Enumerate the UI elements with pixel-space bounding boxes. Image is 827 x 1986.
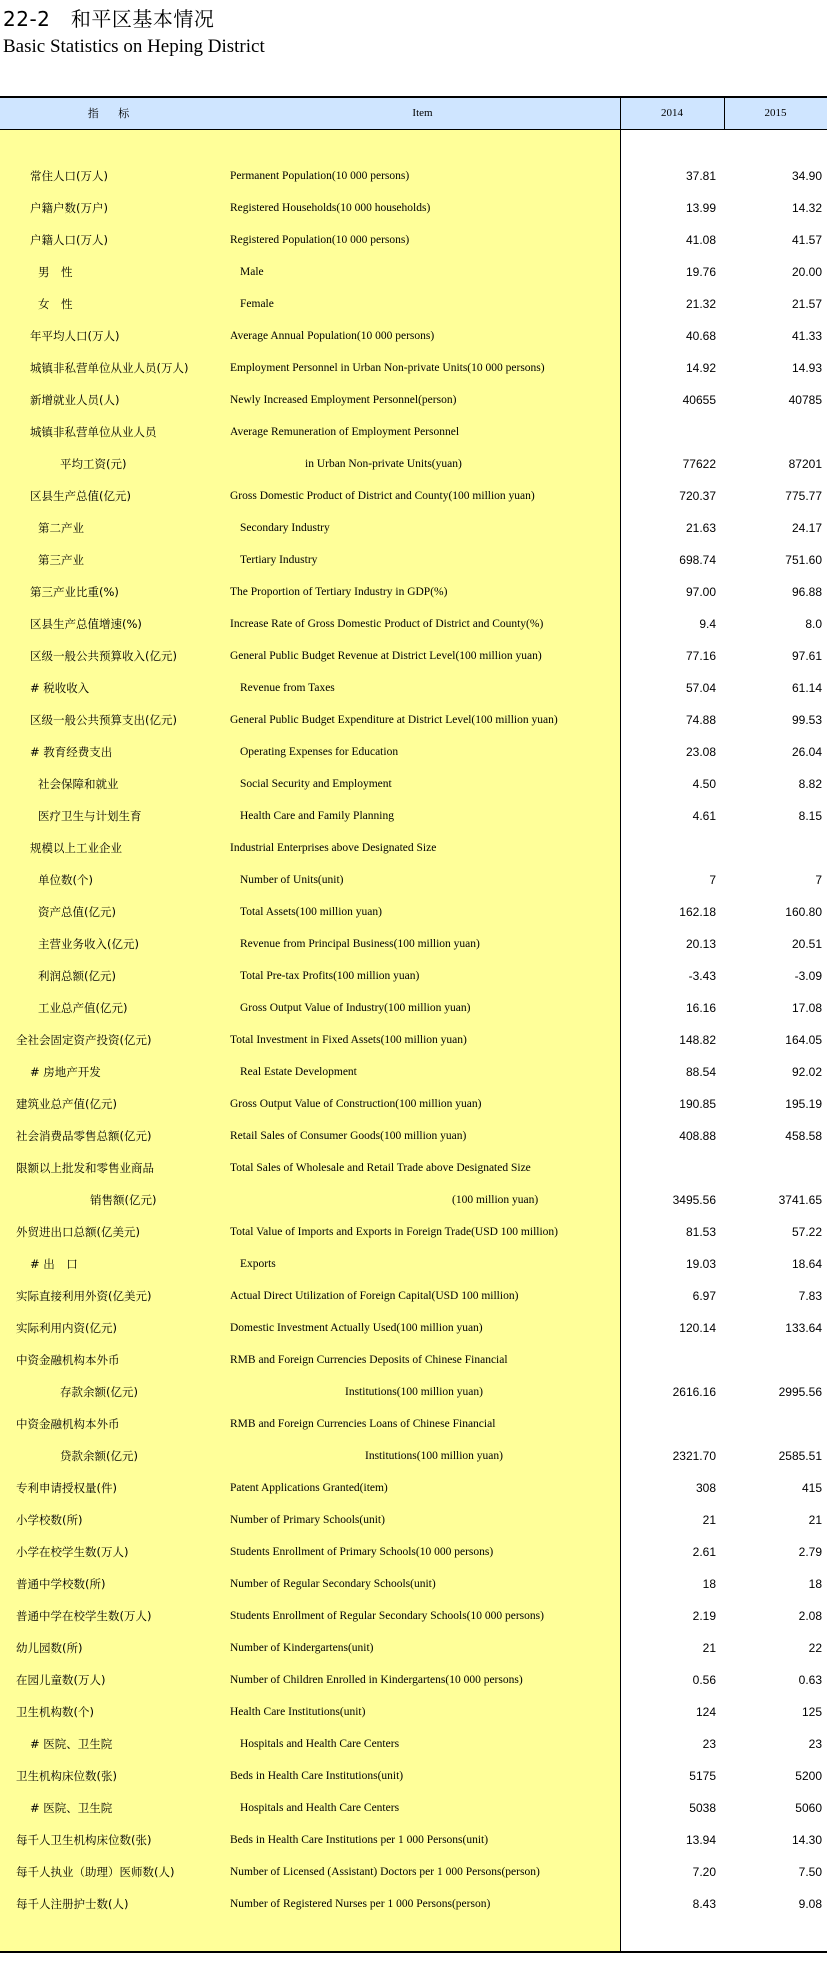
value-2015: 40785 [788, 393, 822, 407]
value-2014 [620, 1344, 716, 1376]
header-item: Item [412, 107, 433, 119]
value-2014: 308 [695, 1481, 716, 1495]
table-row [0, 1344, 827, 1376]
table-row [0, 768, 827, 800]
value-2014 [620, 832, 716, 864]
row-label-en: Number of Units(unit) [240, 874, 344, 886]
row-label-en: Hospitals and Health Care Centers [240, 1802, 400, 1814]
value-2014: 4.50 [692, 777, 716, 791]
value-2014: 16.16 [685, 1001, 716, 1015]
value-2015: 125 [801, 1705, 822, 1719]
table-row [0, 384, 827, 416]
row-label-en: Number of Children Enrolled in Kindergartens(10 000 persons) [230, 1674, 523, 1686]
value-2015: 751.60 [785, 553, 822, 567]
value-2014: 77.16 [685, 649, 716, 663]
row-label-cn: 区县生产总值(亿元) [30, 489, 131, 503]
value-2015: 9.08 [798, 1897, 822, 1911]
row-label-en: Operating Expenses for Education [240, 746, 399, 758]
value-2015: 5200 [795, 1769, 822, 1783]
row-label-en: Patent Applications Granted(item) [230, 1482, 388, 1494]
value-2015: 87201 [788, 457, 822, 471]
table-row [0, 1184, 827, 1216]
table-row [0, 896, 827, 928]
value-2015 [724, 832, 822, 864]
value-2015: 164.05 [785, 1033, 822, 1047]
value-2015: 2.79 [798, 1545, 822, 1559]
row-label-cn: 普通中学在校学生数(万人) [16, 1609, 152, 1623]
table-header [0, 96, 827, 130]
row-label-cn: 区级一般公共预算支出(亿元) [30, 713, 177, 727]
row-label-en: Registered Households(10 000 households) [230, 202, 431, 214]
value-2015: 17.08 [791, 1001, 822, 1015]
table-row [0, 224, 827, 256]
value-2015: 458.58 [785, 1129, 822, 1143]
table-row [0, 416, 827, 448]
row-label-cn: 贷款余额(亿元) [60, 1449, 138, 1463]
value-2014: 77622 [682, 457, 716, 471]
row-label-cn: 每千人注册护士数(人) [16, 1897, 129, 1911]
row-label-cn: 新增就业人员(人) [30, 393, 120, 407]
row-label-cn: 户籍户数(万户) [30, 201, 108, 215]
value-2015: 2995.56 [778, 1385, 822, 1399]
table-row [0, 736, 827, 768]
row-label-en: Actual Direct Utilization of Foreign Capital(USD 100 million) [230, 1290, 519, 1302]
row-label-en: Number of Registered Nurses per 1 000 Persons(person) [230, 1898, 491, 1910]
value-2015: 3741.65 [778, 1193, 822, 1207]
value-2015 [724, 1408, 822, 1440]
table-row [0, 800, 827, 832]
row-label-cn: 全社会固定资产投资(亿元) [16, 1033, 152, 1047]
row-label-cn: 资产总值(亿元) [38, 905, 116, 919]
row-label-cn: 城镇非私营单位从业人员(万人) [30, 361, 189, 375]
table-row [0, 992, 827, 1024]
value-2014: 408.88 [679, 1129, 716, 1143]
value-2015: 14.30 [791, 1833, 822, 1847]
value-2015: 92.02 [791, 1065, 822, 1079]
value-2015: 18.64 [791, 1257, 822, 1271]
value-2015: 8.15 [798, 809, 822, 823]
value-2015: 23 [808, 1737, 822, 1751]
table-row [0, 480, 827, 512]
value-2014: -3.43 [688, 969, 716, 983]
value-2015: 2585.51 [778, 1449, 822, 1463]
value-2015: 41.57 [791, 233, 822, 247]
row-label-cn: 工业总产值(亿元) [38, 1001, 128, 1015]
value-2014: 5175 [689, 1769, 716, 1783]
row-label-cn: 社会消费品零售总额(亿元) [16, 1129, 152, 1143]
table-row [0, 1856, 827, 1888]
header-year-2014: 2014 [661, 107, 683, 119]
table-row [0, 1504, 827, 1536]
row-label-en: Number of Primary Schools(unit) [230, 1514, 385, 1526]
row-label-en: Total Assets(100 million yuan) [240, 906, 382, 918]
row-label-cn: # 出 口 [30, 1257, 78, 1271]
value-2014 [620, 416, 716, 448]
row-label-cn: 销售额(亿元) [90, 1193, 157, 1207]
value-2014: 21.32 [685, 297, 716, 311]
row-label-en: Domestic Investment Actually Used(100 million yuan) [230, 1322, 483, 1334]
value-2015 [724, 1152, 822, 1184]
row-label-en: Total Investment in Fixed Assets(100 million yuan) [230, 1034, 467, 1046]
row-label-cn: 社会保障和就业 [38, 777, 119, 791]
table-row [0, 1696, 827, 1728]
table-title-en: Basic Statistics on Heping District [3, 36, 265, 57]
value-2014: 162.18 [679, 905, 716, 919]
table-row [0, 1152, 827, 1184]
row-label-cn: 主营业务收入(亿元) [38, 937, 139, 951]
table-bottom-rule [0, 1951, 827, 1953]
table-row [0, 960, 827, 992]
row-label-cn: 男 性 [38, 265, 73, 279]
value-2015: 160.80 [785, 905, 822, 919]
row-label-cn: 区县生产总值增速(%) [30, 617, 142, 631]
row-label-cn: 单位数(个) [38, 873, 93, 887]
row-label-en: (100 million yuan) [452, 1194, 539, 1206]
row-label-en: Permanent Population(10 000 persons) [230, 170, 410, 182]
row-label-en: Registered Population(10 000 persons) [230, 234, 410, 246]
value-2014: 2.19 [692, 1609, 716, 1623]
value-2015: 7.83 [798, 1289, 822, 1303]
row-label-cn: 户籍人口(万人) [30, 233, 108, 247]
row-label-en: RMB and Foreign Currencies Deposits of Chinese Financial [230, 1354, 508, 1366]
value-2015: 21.57 [791, 297, 822, 311]
value-2014: 720.37 [679, 489, 716, 503]
row-label-cn: 小学校数(所) [16, 1513, 83, 1527]
value-2015: 99.53 [791, 713, 822, 727]
table-title-cn: 22-2 和平区基本情况 [3, 7, 215, 31]
value-2014: 21 [702, 1641, 716, 1655]
value-2014: 2616.16 [672, 1385, 716, 1399]
value-2014: 41.08 [685, 233, 716, 247]
row-label-cn: 存款余额(亿元) [60, 1385, 138, 1399]
row-label-cn: 中资金融机构本外币 [16, 1417, 120, 1431]
value-2014: 7 [709, 873, 716, 887]
row-label-en: Increase Rate of Gross Domestic Product of District and County(%) [230, 618, 544, 630]
value-2014: 698.74 [679, 553, 716, 567]
value-2014: 2.61 [692, 1545, 716, 1559]
row-label-en: Hospitals and Health Care Centers [240, 1738, 400, 1750]
row-label-cn: # 医院、卫生院 [30, 1801, 113, 1815]
column-divider-years [724, 96, 725, 130]
value-2015: 415 [801, 1481, 822, 1495]
row-label-cn: 实际利用内资(亿元) [16, 1321, 117, 1335]
table-row [0, 1728, 827, 1760]
value-2014: 6.97 [692, 1289, 716, 1303]
value-2014: 19.03 [685, 1257, 716, 1271]
table-row [0, 640, 827, 672]
value-2015: 97.61 [791, 649, 822, 663]
value-2015: 2.08 [798, 1609, 822, 1623]
table-row [0, 512, 827, 544]
value-2014: 18 [702, 1577, 716, 1591]
row-label-en: Total Sales of Wholesale and Retail Trade above Designated Size [230, 1162, 531, 1174]
row-label-en: in Urban Non-private Units(yuan) [305, 458, 462, 470]
row-label-cn: # 医院、卫生院 [30, 1737, 113, 1751]
value-2014: 88.54 [685, 1065, 716, 1079]
value-2014: 21 [702, 1513, 716, 1527]
value-2015: 61.14 [791, 681, 822, 695]
table-row [0, 1024, 827, 1056]
value-2014: 13.99 [685, 201, 716, 215]
value-2014: 40655 [682, 393, 716, 407]
row-label-en: Students Enrollment of Regular Secondary Schools(10 000 persons) [230, 1610, 544, 1622]
row-label-cn: 平均工资(元) [60, 457, 127, 471]
value-2015 [724, 416, 822, 448]
value-2014: 23 [702, 1737, 716, 1751]
table-row [0, 832, 827, 864]
value-2014: 81.53 [685, 1225, 716, 1239]
table-row [0, 1376, 827, 1408]
table-row [0, 1536, 827, 1568]
row-label-en: Real Estate Development [240, 1066, 357, 1078]
table-row [0, 1088, 827, 1120]
table-row [0, 544, 827, 576]
value-2014: 2321.70 [672, 1449, 716, 1463]
row-label-cn: # 税收收入 [30, 681, 90, 695]
table-row [0, 928, 827, 960]
table-row [0, 1472, 827, 1504]
row-label-en: Female [240, 298, 274, 310]
value-2015: 26.04 [791, 745, 822, 759]
row-label-en: The Proportion of Tertiary Industry in GDP(%) [230, 586, 448, 598]
header-indicator: 指 标 [87, 107, 138, 120]
row-label-cn: # 教育经费支出 [30, 745, 113, 759]
value-2015: 14.93 [791, 361, 822, 375]
table-row [0, 1312, 827, 1344]
value-2014: 4.61 [692, 809, 716, 823]
table-row [0, 1824, 827, 1856]
table-row [0, 1216, 827, 1248]
row-label-en: Gross Output Value of Construction(100 million yuan) [230, 1098, 482, 1110]
value-2015: 8.82 [798, 777, 822, 791]
row-label-en: General Public Budget Expenditure at District Level(100 million yuan) [230, 714, 558, 726]
value-2015: 57.22 [791, 1225, 822, 1239]
value-2015: 20.51 [791, 937, 822, 951]
value-2014: 37.81 [685, 169, 716, 183]
row-label-cn: 第二产业 [38, 521, 84, 535]
value-2015: 21 [808, 1513, 822, 1527]
row-label-en: Total Value of Imports and Exports in Foreign Trade(USD 100 million) [230, 1226, 558, 1238]
value-2015 [724, 1344, 822, 1376]
row-label-en: Institutions(100 million yuan) [345, 1386, 483, 1398]
header-year-2015: 2015 [764, 107, 787, 119]
row-label-cn: 区级一般公共预算收入(亿元) [30, 649, 177, 663]
row-label-cn: 城镇非私营单位从业人员 [30, 425, 157, 439]
row-label-cn: 第三产业 [38, 553, 84, 567]
value-2015: 41.33 [791, 329, 822, 343]
table-row [0, 1440, 827, 1472]
row-label-cn: 常住人口(万人) [30, 169, 108, 183]
value-2014: 190.85 [679, 1097, 716, 1111]
value-2015: 14.32 [791, 201, 822, 215]
value-2015: 34.90 [791, 169, 822, 183]
table-row [0, 672, 827, 704]
value-2014: 13.94 [685, 1833, 716, 1847]
row-label-cn: 规模以上工业企业 [30, 841, 122, 855]
value-2014: 97.00 [685, 585, 716, 599]
value-2015: 18 [808, 1577, 822, 1591]
table-row [0, 1792, 827, 1824]
row-label-en: Revenue from Principal Business(100 million yuan) [240, 938, 480, 950]
table-row [0, 448, 827, 480]
table-row [0, 1760, 827, 1792]
value-2015: 24.17 [791, 521, 822, 535]
table-row [0, 1408, 827, 1440]
table-row [0, 608, 827, 640]
value-2014: 74.88 [685, 713, 716, 727]
table-row [0, 1664, 827, 1696]
value-2014: 14.92 [685, 361, 716, 375]
row-label-cn: 专利申请授权量(件) [16, 1481, 117, 1495]
row-label-en: Number of Kindergartens(unit) [230, 1642, 374, 1654]
row-label-cn: 卫生机构床位数(张) [16, 1769, 117, 1783]
value-2014: 148.82 [679, 1033, 716, 1047]
value-2015: -3.09 [794, 969, 822, 983]
table-row [0, 288, 827, 320]
row-label-cn: 年平均人口(万人) [30, 329, 120, 343]
table-row [0, 1600, 827, 1632]
row-label-en: Beds in Health Care Institutions per 1 000 Persons(unit) [230, 1834, 489, 1846]
row-label-en: Tertiary Industry [240, 554, 318, 566]
row-label-cn: 外贸进出口总额(亿美元) [16, 1225, 140, 1239]
table-row [0, 1120, 827, 1152]
row-label-cn: 普通中学校数(所) [16, 1577, 106, 1591]
table-row [0, 256, 827, 288]
value-2014: 120.14 [679, 1321, 716, 1335]
table-body [0, 160, 827, 1920]
row-label-en: RMB and Foreign Currencies Loans of Chinese Financial [230, 1418, 496, 1430]
table-row [0, 576, 827, 608]
row-label-cn: # 房地产开发 [30, 1065, 101, 1079]
table-row [0, 1568, 827, 1600]
value-2014: 5038 [689, 1801, 716, 1815]
table-row [0, 160, 827, 192]
value-2015: 96.88 [791, 585, 822, 599]
value-2015: 22 [808, 1641, 822, 1655]
row-label-en: Male [240, 266, 264, 278]
value-2015: 20.00 [791, 265, 822, 279]
row-label-en: Revenue from Taxes [240, 682, 335, 694]
value-2015: 7.50 [798, 1865, 822, 1879]
value-2015: 133.64 [785, 1321, 822, 1335]
table-row [0, 864, 827, 896]
row-label-en: Average Annual Population(10 000 persons) [230, 330, 435, 342]
row-label-cn: 医疗卫生与计划生育 [38, 809, 142, 823]
row-label-cn: 中资金融机构本外币 [16, 1353, 120, 1367]
table-row [0, 352, 827, 384]
value-2014: 9.4 [699, 617, 716, 631]
value-2014: 57.04 [685, 681, 716, 695]
row-label-en: Health Care and Family Planning [240, 810, 394, 822]
row-label-en: Social Security and Employment [240, 778, 392, 790]
value-2014 [620, 1408, 716, 1440]
row-label-cn: 利润总额(亿元) [38, 969, 116, 983]
table-row [0, 1888, 827, 1920]
row-label-cn: 女 性 [38, 297, 73, 311]
row-label-cn: 实际直接利用外资(亿美元) [16, 1289, 152, 1303]
row-label-en: Total Pre-tax Profits(100 million yuan) [240, 970, 420, 982]
row-label-cn: 每千人卫生机构床位数(张) [16, 1833, 152, 1847]
row-label-en: General Public Budget Revenue at District Level(100 million yuan) [230, 650, 542, 662]
value-2014: 3495.56 [672, 1193, 716, 1207]
value-2014: 23.08 [685, 745, 716, 759]
value-2015: 5060 [795, 1801, 822, 1815]
row-label-cn: 在园儿童数(万人) [16, 1673, 106, 1687]
row-label-en: Number of Licensed (Assistant) Doctors per 1 000 Persons(person) [230, 1866, 540, 1878]
value-2014 [620, 1152, 716, 1184]
value-2014: 21.63 [685, 521, 716, 535]
row-label-en: Average Remuneration of Employment Personnel [230, 426, 460, 438]
row-label-en: Gross Output Value of Industry(100 million yuan) [240, 1002, 471, 1014]
value-2014: 0.56 [692, 1673, 716, 1687]
row-label-en: Students Enrollment of Primary Schools(10 000 persons) [230, 1546, 494, 1558]
row-label-cn: 每千人执业（助理）医师数(人) [16, 1865, 175, 1879]
row-label-en: Number of Regular Secondary Schools(unit) [230, 1578, 436, 1590]
value-2015: 0.63 [798, 1673, 822, 1687]
table-row [0, 1280, 827, 1312]
value-2014: 124 [695, 1705, 716, 1719]
row-label-cn: 限额以上批发和零售业商品 [16, 1161, 154, 1175]
row-label-cn: 建筑业总产值(亿元) [16, 1097, 117, 1111]
value-2014: 19.76 [685, 265, 716, 279]
row-label-en: Newly Increased Employment Personnel(person) [230, 394, 457, 406]
value-2015: 195.19 [785, 1097, 822, 1111]
row-label-en: Industrial Enterprises above Designated Size [230, 842, 437, 854]
row-label-cn: 幼儿园数(所) [16, 1641, 83, 1655]
table-row [0, 1056, 827, 1088]
row-label-en: Exports [240, 1258, 276, 1270]
row-label-en: Employment Personnel in Urban Non-private Units(10 000 persons) [230, 362, 545, 374]
value-2014: 8.43 [692, 1897, 716, 1911]
row-label-en: Gross Domestic Product of District and County(100 million yuan) [230, 490, 535, 502]
row-label-en: Retail Sales of Consumer Goods(100 million yuan) [230, 1130, 467, 1142]
value-2015: 7 [815, 873, 822, 887]
table-row [0, 1632, 827, 1664]
table-row [0, 1248, 827, 1280]
value-2014: 20.13 [685, 937, 716, 951]
value-2015: 8.0 [805, 617, 822, 631]
row-label-cn: 第三产业比重(%) [30, 585, 119, 599]
row-label-en: Beds in Health Care Institutions(unit) [230, 1770, 404, 1782]
table-row [0, 704, 827, 736]
row-label-en: Institutions(100 million yuan) [365, 1450, 503, 1462]
value-2015: 775.77 [785, 489, 822, 503]
row-label-cn: 小学在校学生数(万人) [16, 1545, 129, 1559]
table-row [0, 192, 827, 224]
table-row [0, 320, 827, 352]
row-label-cn: 卫生机构数(个) [16, 1705, 94, 1719]
row-label-en: Health Care Institutions(unit) [230, 1706, 366, 1718]
value-2014: 40.68 [685, 329, 716, 343]
row-label-en: Secondary Industry [240, 522, 330, 534]
value-2014: 7.20 [692, 1865, 716, 1879]
